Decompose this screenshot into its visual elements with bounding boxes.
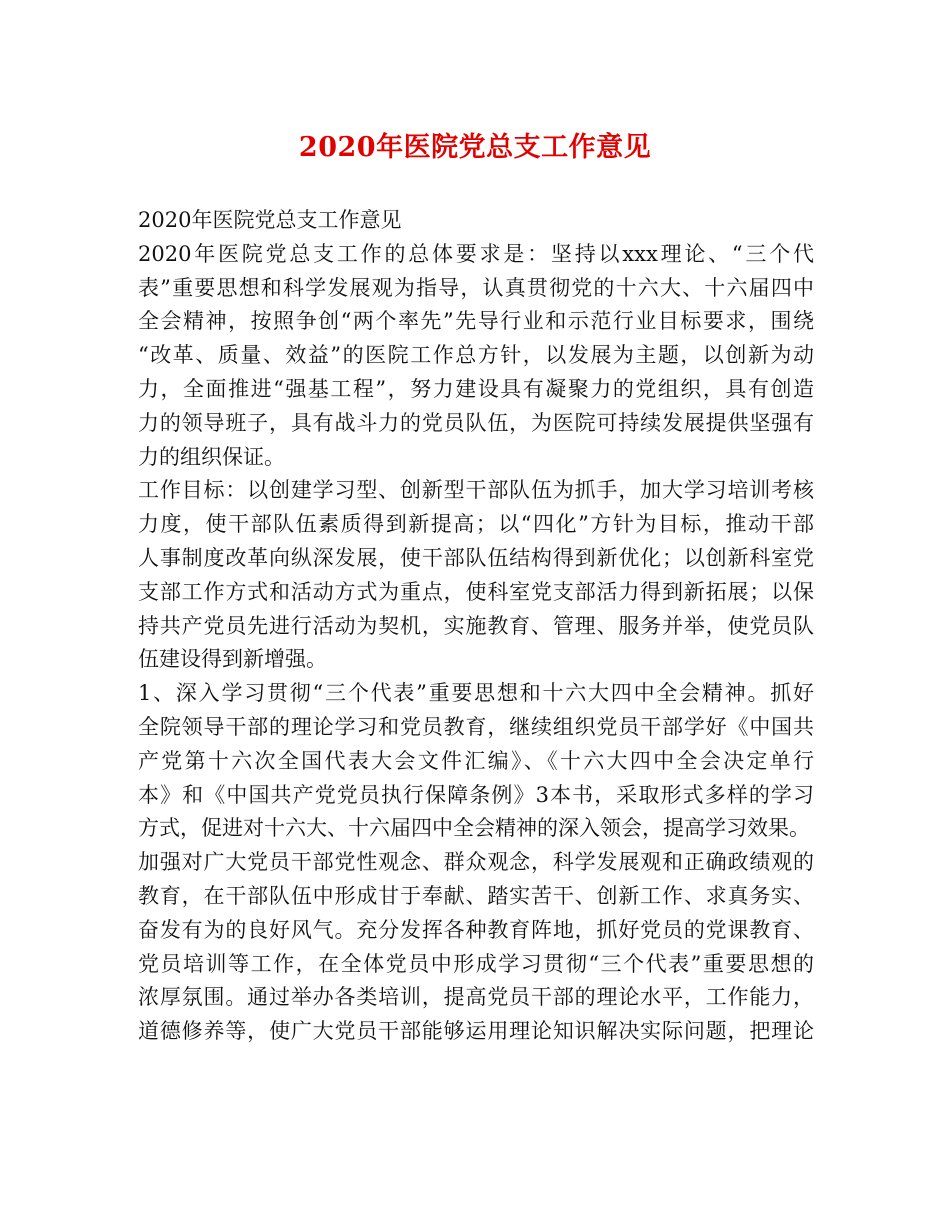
text-line: 力的领导班子，具有战斗力的党员队伍，为医院可持续发展提供坚强有	[138, 410, 814, 435]
text-line: 表”重要思想和科学发展观为指导，认真贯彻党的十六大、十六届四中	[138, 275, 814, 300]
text-line: 持共产党员先进行活动为契机，实施教育、管理、服务并举，使党员队	[138, 613, 814, 638]
text-line: 奋发有为的良好风气。充分发挥各种教育阵地，抓好党员的党课教育、	[138, 917, 814, 942]
text-line: 党员培训等工作，在全体党员中形成学习贯彻“三个代表”重要思想的	[138, 951, 814, 976]
text-line: 加强对广大党员干部党性观念、群众观念，科学发展观和正确政绩观的	[138, 850, 814, 875]
text-line: 人事制度改革向纵深发展，使干部队伍结构得到新优化；以创新科室党	[138, 545, 814, 570]
text-line: 全会精神，按照争创“两个率先”先导行业和示范行业目标要求，围绕	[138, 309, 814, 334]
text-line: 方式，促进对十六大、十六届四中全会精神的深入领会，提高学习效果。	[138, 816, 810, 841]
text-line: 本》和《中国共产党党员执行保障条例》3本书，采取形式多样的学习	[138, 782, 814, 807]
text-line: 2020年医院党总支工作意见	[138, 208, 402, 232]
text-line: 伍建设得到新增强。	[138, 647, 327, 672]
text-line: 产党第十六次全国代表大会文件汇编》、《十六大四中全会决定单行	[138, 748, 814, 773]
document-title: 2020年医院党总支工作意见	[298, 132, 652, 163]
document-body	[138, 204, 814, 1049]
text-line: 道德修养等，使广大党员干部能够运用理论知识解决实际问题，把理论	[138, 1019, 814, 1044]
text-line: 浓厚氛围。通过举办各类培训，提高党员干部的理论水平，工作能力，	[138, 985, 814, 1010]
text-line: 工作目标：以创建学习型、创新型干部队伍为抓手，加大学习培训考核	[138, 478, 814, 503]
text-line: 2020年医院党总支工作的总体要求是：坚持以xxx理论、“三个代	[138, 241, 814, 266]
text-line: 力度，使干部队伍素质得到新提高；以“四化”方针为目标，推动干部	[138, 512, 814, 537]
text-line: 支部工作方式和活动方式为重点，使科室党支部活力得到新拓展；以保	[138, 579, 814, 604]
text-line: 全院领导干部的理论学习和党员教育，继续组织党员干部学好《中国共	[138, 714, 814, 739]
text-line: 力，全面推进“强基工程”，努力建设具有凝聚力的党组织，具有创造	[138, 376, 814, 401]
text-line: 教育，在干部队伍中形成甘于奉献、踏实苦干、创新工作、求真务实、	[138, 883, 814, 908]
text-line: 力的组织保证。	[138, 444, 285, 469]
text-line: 1、深入学习贯彻“三个代表”重要思想和十六大四中全会精神。抓好	[138, 681, 814, 706]
text-line: “改革、质量、效益”的医院工作总方针，以发展为主题，以创新为动	[138, 343, 814, 368]
